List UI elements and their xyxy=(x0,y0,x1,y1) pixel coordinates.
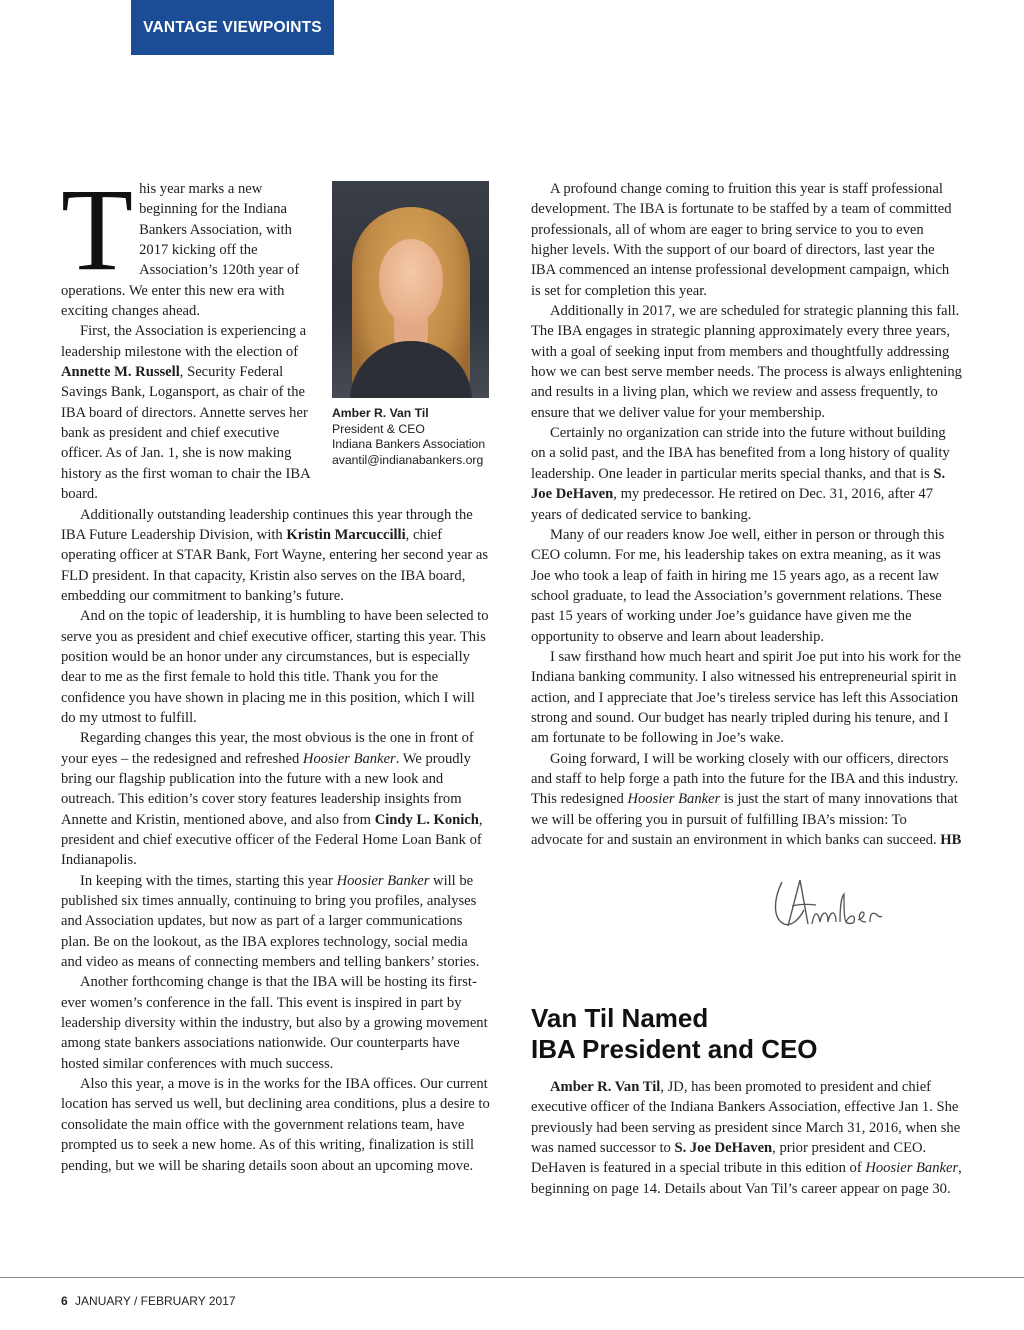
sidebar-headline xyxy=(531,1003,971,1065)
article-column-right xyxy=(531,179,962,850)
paragraph-text: , my predecessor. He retired on Dec. 31, 2016, after 47 years of dedicated service to banking. xyxy=(531,486,934,523)
sidebar-story xyxy=(531,1077,962,1199)
caption-name: Amber R. Van Til xyxy=(332,406,429,420)
paragraph-text: Certainly no organization can stride into the future without building on a solid past, and the IBA has benefited from a long history of quality leadership. One leader in particular merits special thanks, and that is xyxy=(531,425,950,482)
paragraph-text: is just the start of many innovations that we will be offering you in pursuit of fulfilling IBA’s mission: To advocate for and sustain an environment in which banks can succeed. xyxy=(531,791,958,848)
paragraph-text: , prior president and CEO. DeHaven is featured in a special tribute in this edition of xyxy=(531,1140,927,1177)
person-name: Kristin Marcuccilli xyxy=(286,526,406,543)
person-name: Annette M. Russell xyxy=(61,364,180,381)
paragraph-text: In keeping with the times, starting this year xyxy=(80,872,337,889)
paragraph-text: , Security Federal Savings Bank, Logansport, as chair of the IBA board of directors. Annette serves her bank as president and chief executive officer. As of Jan. 1, she is now making history as the first woman to chair the IBA board. xyxy=(61,364,310,503)
section-banner xyxy=(131,0,334,55)
paragraph-text: will be published six times annually, continuing to bring you profiles, analyses and Association updates, but now as part of a larger communications plan. Be on the lookout, as the IBA explores technology, social media and video as means of connecting members and telling bankers’ stories. xyxy=(61,872,480,971)
footer-divider xyxy=(0,1277,1024,1278)
publication-name: Hoosier Banker xyxy=(627,791,721,808)
person-name: S. Joe DeHaven xyxy=(674,1140,773,1157)
page-number: 6 xyxy=(61,1294,68,1308)
article-paragraph: A profound change coming to fruition this year is staff professional development. The IBA is fortunate to be staffed by a team of committed professionals, all of whom are eager to bring service to you to even higher levels. With the support of our board of directors, last year the IBA commenced an intense professional development campaign, which is set for completion this year. xyxy=(531,181,952,299)
article-paragraph xyxy=(61,728,492,870)
paragraph-text: . We proudly bring our flagship publication into the future with a new look and outreach. This edition’s cover story features leadership insights from Annette and Kristin, mentioned above, and also from xyxy=(61,750,471,828)
article-paragraph: Another forthcoming change is that the IBA will be hosting its first-ever women’s conference in the fall. This event is inspired in part by leadership diversity within the industry, but also by a growing movement among state bankers associations nationwide. Our counterparts have hosted similar conferences with much success. xyxy=(61,974,488,1072)
headline-line: IBA President and CEO xyxy=(531,1034,818,1064)
caption-title: President & CEO xyxy=(332,421,425,436)
issue-date: JANUARY / FEBRUARY 2017 xyxy=(75,1294,236,1308)
article-paragraph: Additionally in 2017, we are scheduled for strategic planning this fall. The IBA engages in strategic planning approximately every three years, with a goal of seeking input from members and thoughtfully addressing how we can best serve member needs. The process is always enlightening and results in a living plan, which we review and assess frequently, to ensure that we deliver value for your membership. xyxy=(531,303,962,421)
paragraph-text: Regarding changes this year, the most obvious is the one in front of your eyes – the redesigned and refreshed xyxy=(61,730,474,767)
section-banner-label: VANTAGE VIEWPOINTS xyxy=(143,18,322,36)
author-photo xyxy=(332,181,489,398)
caption-email: avantil@indianabankers.org xyxy=(332,452,484,467)
publication-name: Hoosier Banker xyxy=(336,872,430,889)
paragraph-text: , chief operating officer at STAR Bank, Fort Wayne, entering her second year as FLD president. In that capacity, Kristin also serves on the IBA board, embedding our commitment to banking’s future. xyxy=(61,526,489,604)
article-paragraph xyxy=(61,505,492,607)
paragraph-text: , JD, has been promoted to president and chief executive officer of the Indiana Bankers Association, effective Jan 1. She previously had been serving as president since March 31, 2016, when she was named successor to xyxy=(531,1079,961,1157)
publication-name: Hoosier Banker xyxy=(302,750,396,767)
end-mark: HB xyxy=(940,832,962,848)
person-name: Cindy L. Konich xyxy=(374,811,479,828)
article-paragraph: Many of our readers know Joe well, either in person or through this CEO column. For me, his leadership takes on extra meaning, as it was Joe who took a leap of faith in hiring me 15 years ago, as a recent law school graduate, to lead the Association’s government relations. These past 15 years of working under Joe’s guidance have given me the opportunity to observe and learn about leadership. xyxy=(531,526,945,645)
caption-org: Indiana Bankers Association xyxy=(332,437,486,452)
article-paragraph: I saw firsthand how much heart and spirit Joe put into his work for the Indiana banking community. I also witnessed his entrepreneurial spirit in action, and I appreciate that Joe’s tireless service has left this Association strong and sound. Our budget has nearly tripled during his tenure, and I am fortunate to be following in Joe’s wake. xyxy=(531,648,961,747)
person-name: Amber R. Van Til xyxy=(550,1079,661,1095)
paragraph-text: First, the Association is experiencing a leadership milestone with the election of xyxy=(61,323,307,360)
article-paragraph xyxy=(531,749,962,851)
article-column-left xyxy=(61,164,492,1176)
article-paragraph: And on the topic of leadership, it is humbling to have been selected to serve you as president and chief executive officer, starting this year. This position would be an honor under any circumstances, but is especially dear to me as the first female to hold this title. Thank you for the confidence you have shown in placing me in this position, which I will do my utmost to fulfill. xyxy=(61,608,489,726)
person-name: S. Joe DeHaven xyxy=(531,465,946,503)
page-footer xyxy=(61,1294,236,1308)
author-photo-box xyxy=(332,181,492,468)
author-caption xyxy=(332,406,492,468)
paragraph-text: , president and chief executive officer of the Federal Home Loan Bank of Indianapolis. xyxy=(61,811,483,869)
paragraph-text: , beginning on page 14. Details about Van Til’s career appear on page 30. xyxy=(531,1160,962,1197)
paragraph-text: Additionally outstanding leadership continues this year through the IBA Future Leadership Division, with xyxy=(61,506,473,543)
article-paragraph: Also this year, a move is in the works for the IBA offices. Our current location has served us well, but declining area conditions, plus a desire to consolidate the main office with the government relations team, have prompted us to seek a new home. As of this writing, finalization is still pending, but we will be sharing details soon about an upcoming move. xyxy=(61,1076,490,1174)
article-paragraph xyxy=(61,871,492,973)
author-photo-face xyxy=(379,239,443,323)
signature-text: Amber xyxy=(770,874,773,875)
headline-line: Van Til Named xyxy=(531,1003,709,1033)
author-signature xyxy=(770,874,888,938)
paragraph-text: his year marks a new beginning for the Indiana Bankers Association, with 2017 kicking off the Association’s 120th year of operations. We enter this new era with exciting changes ahead. xyxy=(61,181,300,320)
sidebar-paragraph xyxy=(531,1077,962,1199)
drop-cap: T xyxy=(61,164,134,295)
publication-name: Hoosier Banker xyxy=(865,1160,959,1177)
paragraph-text: Going forward, I will be working closely with our officers, directors and staff to help forge a path into the future for the IBA and this industry. This redesigned xyxy=(531,750,959,808)
article-paragraph xyxy=(531,423,962,525)
